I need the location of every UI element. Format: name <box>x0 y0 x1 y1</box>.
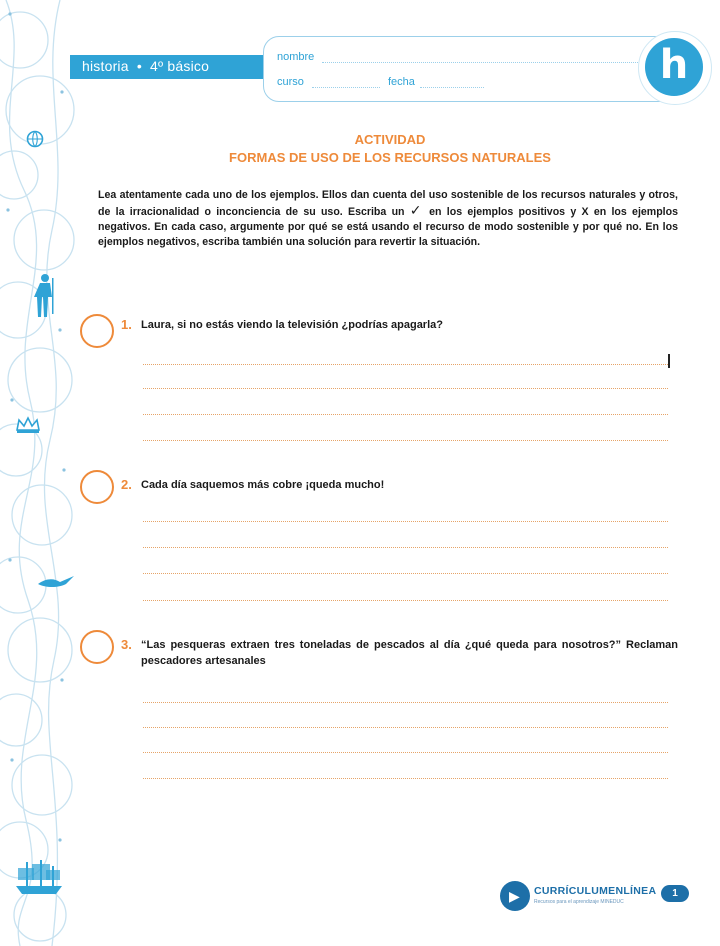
answer-mark-circle-2[interactable] <box>80 470 114 504</box>
bird-icon <box>36 574 76 590</box>
answer-line-1b[interactable] <box>143 388 668 389</box>
grade-label: 4º básico <box>150 58 210 74</box>
answer-line-2d[interactable] <box>143 600 668 601</box>
name-field-label: nombre <box>277 51 315 63</box>
question-number-3: 3. <box>121 637 132 652</box>
footer-brand: CURRÍCULUMENLÍNEA <box>534 885 657 897</box>
activity-label: ACTIVIDAD <box>354 132 426 147</box>
date-field[interactable] <box>420 87 484 88</box>
subject-name: historia <box>82 58 129 74</box>
check-mark: ✓ <box>409 202 424 218</box>
instructions-text-part2: en los ejemplos positivos y X en los ejemplos negativos. En cada caso, argumente por qué se está usando el recurso de modo sostenible y por qué no. En los ejemplos negativos, escriba también una solución para revertir la situación. <box>98 206 678 248</box>
question-text-2: Cada día saquemos más cobre ¡queda mucho! <box>141 479 385 491</box>
course-field-label: curso <box>277 76 304 88</box>
question-number-1: 1. <box>121 317 132 332</box>
play-arrow-icon: ▶ <box>509 888 520 904</box>
instructions-paragraph <box>98 188 678 250</box>
question-number-2: 2. <box>121 477 132 492</box>
course-field[interactable] <box>312 87 380 88</box>
logo-letter: h <box>645 38 703 96</box>
answer-line-3d[interactable] <box>143 778 668 779</box>
answer-mark-circle-1[interactable] <box>80 314 114 348</box>
answer-line-3c[interactable] <box>143 752 668 753</box>
answer-line-1d[interactable] <box>143 440 668 441</box>
student-info-box <box>263 36 685 102</box>
answer-line-2c[interactable] <box>143 573 668 574</box>
footer-tagline: Recursos para el aprendizaje MINEDUC <box>534 899 624 905</box>
text-cursor <box>668 354 670 368</box>
subject-label <box>82 58 209 74</box>
page-number: 1 <box>661 885 689 902</box>
instructions-text-part1: Lea atentamente cada uno de los ejemplos. Ellos dan cuenta del uso sostenible de los recursos naturales y otros, de la irracionalidad o inconciencia de su uso. Escriba un <box>98 189 678 218</box>
answer-line-1a[interactable] <box>143 364 668 365</box>
answer-line-2a[interactable] <box>143 521 668 522</box>
sailing-ship-icon <box>12 858 66 898</box>
crown-icon <box>15 416 41 434</box>
separator-bullet: • <box>136 58 142 74</box>
date-field-label: fecha <box>388 76 415 88</box>
activity-title: FORMAS DE USO DE LOS RECURSOS NATURALES <box>229 150 551 165</box>
answer-line-3a[interactable] <box>143 702 668 703</box>
answer-line-1c[interactable] <box>143 414 668 415</box>
answer-line-3b[interactable] <box>143 727 668 728</box>
answer-mark-circle-3[interactable] <box>80 630 114 664</box>
answer-line-2b[interactable] <box>143 547 668 548</box>
question-text-3: “Las pesqueras extraen tres toneladas de pescados al día ¿qué queda para nosotros?” Reclaman pescadores artesanales <box>141 639 678 667</box>
question-text-1: Laura, si no estás viendo la televisión ¿podrías apagarla? <box>141 319 443 331</box>
name-field[interactable] <box>322 62 642 63</box>
conquistador-figure-icon <box>33 272 57 320</box>
